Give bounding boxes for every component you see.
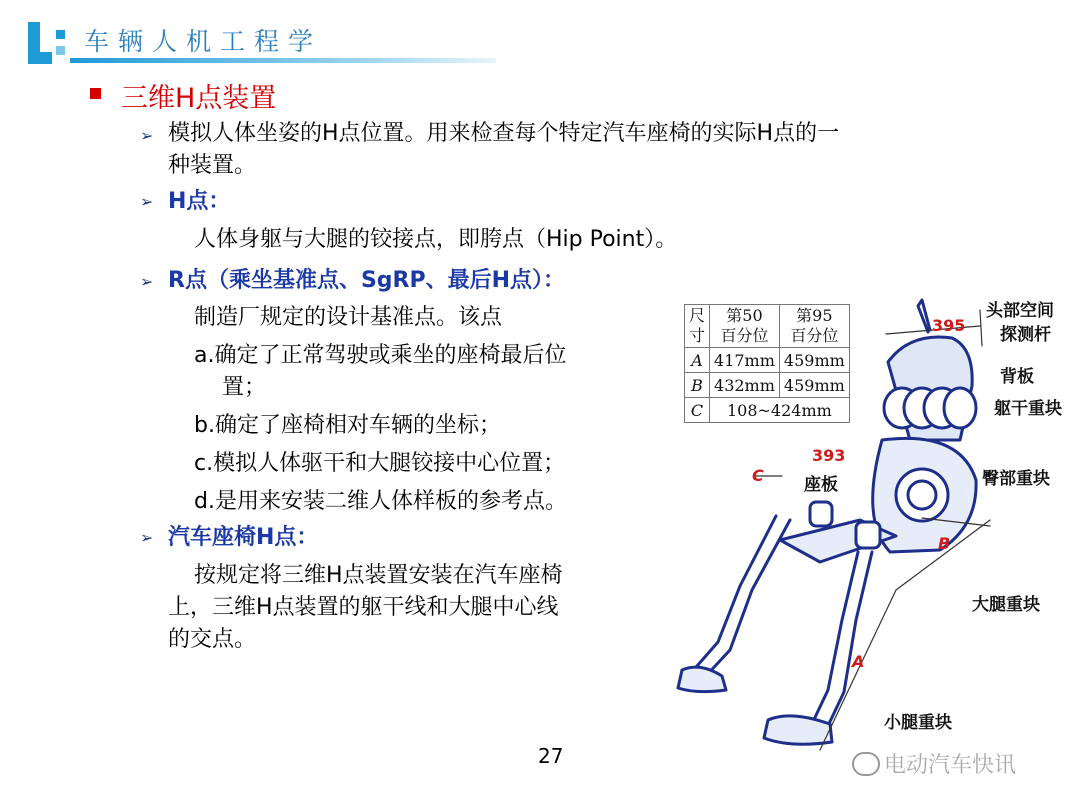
- logo: [28, 22, 70, 66]
- page-number: 27: [538, 744, 564, 768]
- h-point-heading: H点：: [168, 189, 231, 214]
- item-b: b.确定了座椅相对车辆的坐标；: [194, 413, 501, 438]
- row-b-dim: B: [685, 373, 710, 398]
- r-point-desc: 制造厂规定的设计基准点。该点: [194, 305, 503, 330]
- section-title: 三维H点装置: [121, 83, 277, 114]
- section-bullet: [90, 88, 101, 99]
- item-a-line-1: a.确定了正常驾驶或乘坐的座椅最后位: [194, 343, 567, 368]
- row-a-p95: 459mm: [779, 348, 849, 373]
- col-header-p50: 第50 百分位: [710, 305, 780, 348]
- col-header-dimension: 尺 寸: [685, 305, 710, 348]
- label-torso-weight: 躯干重块: [994, 399, 1062, 419]
- col-header-p95: 第95 百分位: [779, 305, 849, 348]
- intro-line-1: 模拟人体坐姿的H点位置。用来检查每个特定汽车座椅的实际H点的一: [168, 121, 840, 146]
- row-c-range: 108~424mm: [710, 398, 850, 423]
- item-d: d.是用来安装二维人体样板的参考点。: [194, 489, 567, 514]
- row-a-p50: 417mm: [710, 348, 780, 373]
- dim-c: C: [752, 466, 764, 485]
- dim-395: 395: [932, 316, 966, 335]
- label-hip-weight: 臀部重块: [982, 469, 1050, 489]
- r-point-heading: R点（乘坐基准点、SgRP、最后H点）：: [168, 268, 566, 293]
- watermark: 电动汽车快讯: [884, 753, 1017, 778]
- dim-393: 393: [812, 446, 846, 465]
- seat-h-heading: 汽车座椅H点：: [168, 525, 319, 550]
- row-a-dim: A: [685, 348, 710, 373]
- label-thigh-weight: 大腿重块: [972, 595, 1040, 615]
- wechat-icon: [852, 752, 880, 776]
- arrow-bullet-icon: ➢: [140, 272, 154, 291]
- arrow-bullet-icon: ➢: [140, 528, 154, 547]
- row-b-p50: 432mm: [710, 373, 780, 398]
- label-head-probe-line-2: 探测杆: [1000, 325, 1051, 345]
- label-seat-pan: 座板: [804, 475, 838, 495]
- h-point-desc: 人体身躯与大腿的铰接点，即胯点（Hip Point）。: [194, 227, 678, 252]
- label-calf-weight: 小腿重块: [884, 713, 952, 733]
- header-title: 车辆人机工程学: [84, 27, 323, 56]
- row-b-p95: 459mm: [779, 373, 849, 398]
- arrow-bullet-icon: ➢: [140, 126, 154, 145]
- seat-h-desc-line-3: 的交点。: [168, 627, 257, 652]
- dimension-table: [684, 304, 850, 423]
- header-rule: [70, 58, 496, 63]
- seat-h-desc-line-1: 按规定将三维H点装置安装在汽车座椅: [194, 563, 563, 588]
- item-c: c.模拟人体驱干和大腿铰接中心位置；: [194, 451, 566, 476]
- dim-b: B: [938, 534, 951, 553]
- seat-h-desc-line-2: 上，三维H点装置的躯干线和大腿中心线: [168, 595, 559, 620]
- row-c-dim: C: [685, 398, 710, 423]
- arrow-bullet-icon: ➢: [140, 192, 154, 211]
- item-a-line-2: 置；: [222, 375, 267, 400]
- label-backrest: 背板: [1000, 367, 1034, 387]
- label-head-probe-line-1: 头部空间: [986, 301, 1054, 321]
- intro-line-2: 种装置。: [168, 153, 257, 178]
- dim-a: A: [852, 652, 865, 671]
